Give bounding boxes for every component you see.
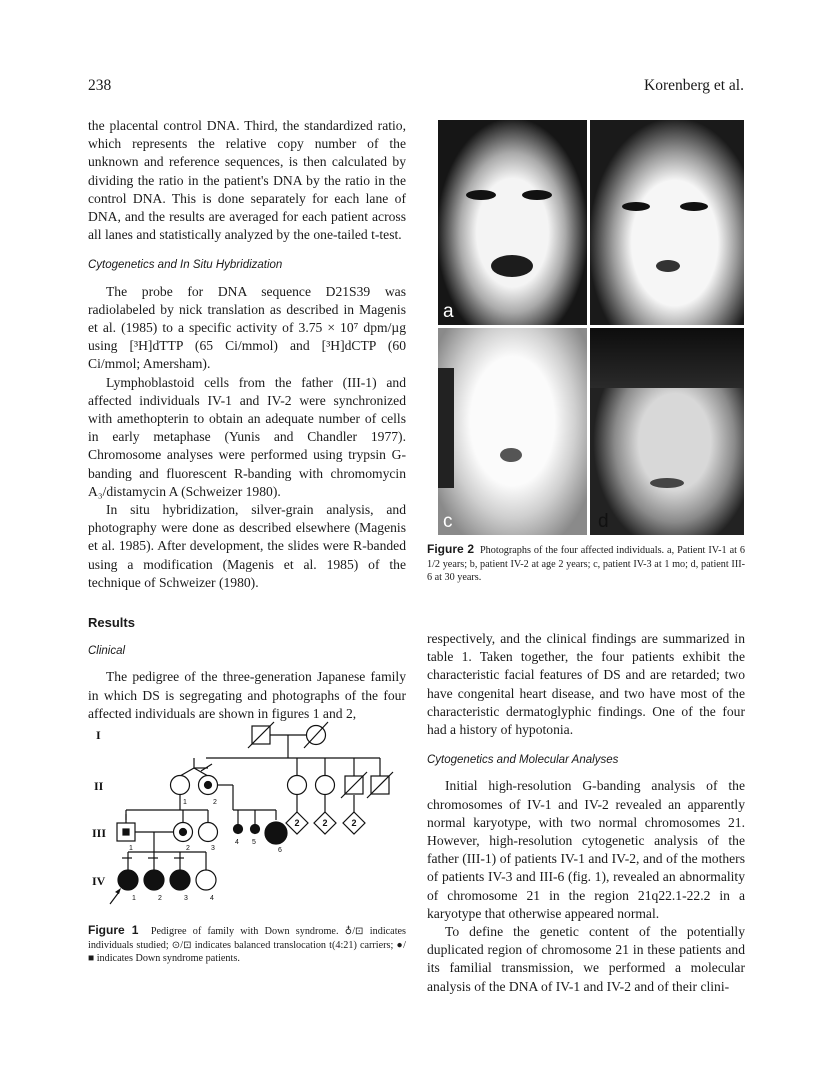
running-header-authors: Korenberg et al. — [644, 77, 744, 94]
individual-number: 2 — [158, 895, 162, 902]
individual-number: 2 — [213, 799, 217, 806]
sibship-count: 2 — [322, 818, 328, 828]
figure-label: Figure 2 — [427, 542, 475, 556]
panel-label: d — [598, 511, 609, 532]
panel-label: a — [443, 301, 454, 322]
individual-number: 4 — [210, 895, 214, 902]
individual-number: 4 — [235, 839, 239, 846]
paragraph: The pedigree of the three-generation Japanese family in which DS is segregating and photographs of the four affected individuals are shown in figures 1 and 2, — [88, 669, 406, 721]
right-column — [427, 630, 745, 996]
generation-label: I — [96, 728, 101, 742]
subsection-heading: Cytogenetics and Molecular Analyses — [427, 754, 619, 767]
individual-number: 1 — [183, 799, 187, 806]
panel-label: c — [443, 511, 453, 532]
subsection-heading: Clinical — [88, 645, 126, 658]
photo-panel-a — [438, 120, 587, 325]
sibship-count: 2 — [294, 818, 300, 828]
left-column — [88, 117, 406, 723]
paragraph: Initial high-resolution G-banding analysis of the chromosomes of IV-1 and IV-2 revealed an apparently normal karyotype, with two normal chromosomes 21. However, high-resolution cytogenetic analysis of the father (III-1) of patients IV-1 and IV-2, and of the mothers of patients IV-3 and III-6 (fig. 1), revealed an abnormality of chromosome 21 in the region 21q22.1-22.2 in a karyotype that otherwise appeared normal. — [427, 778, 745, 921]
photo-panel-d — [590, 328, 744, 535]
individual-number: 3 — [184, 895, 188, 902]
figure-2-photographs — [438, 120, 744, 535]
generation-label: IV — [92, 874, 106, 888]
sibship-count: 2 — [351, 818, 357, 828]
figure-2-caption — [427, 543, 745, 585]
figure-1-caption — [88, 924, 406, 966]
section-heading: Results — [88, 615, 135, 631]
caption-text: Photographs of the four affected individuals. a, Patient IV-1 at 6 1/2 years; b, patient IV-2 at age 2 years; c, patient IV-3 at 1 mo; d, patient III-6 at 30 years. — [427, 545, 745, 584]
figure-1-pedigree — [88, 712, 418, 922]
individual-number: 6 — [278, 847, 282, 854]
paragraph: In situ hybridization, silver-grain analysis, and photography were done as described elsewhere (Magenis et al. 1985). After development, the slides were R-banded using a modification (Magenis et al. 1985) of the technique of Schweizer (1980). — [88, 502, 406, 590]
subsection-heading: Cytogenetics and In Situ Hybridization — [88, 259, 283, 272]
individual-number: 1 — [129, 845, 133, 852]
generation-label: II — [94, 779, 104, 793]
paragraph: the placental control DNA. Third, the standardized ratio, which represents the relative copy number of the unknown and reference sequences, is then calculated by dividing the ratio in the patient's DNA by the ratio in the control DNA. This is done separately for each lane of DNA, and the results are averaged for each patient across all lanes and statistically analyzed by the one-tailed t-test. — [88, 118, 406, 243]
figure-label: Figure 1 — [88, 923, 139, 937]
caption-text: Pedigree of family with Down syndrome. ♁/⊡ indicates individuals studied; ⊙/⊡ indicates balanced translocation t(4:21) carriers; ●/■ indicates Down syndrome patients. — [88, 926, 407, 965]
paragraph: Lymphoblastoid cells from the father (III-1) and affected individuals IV-1 and IV-2 were synchronized with amethopterin to obtain an adequate number of cells in early metaphase (Yunis and Chandler 1977). Chromosome analyses were performed using trypsin G-banding and fluorescent R-banding with chromomycin A₃/distamycin A (Schweizer 1980). — [88, 374, 406, 499]
page-number: 238 — [88, 77, 112, 94]
photo-panel-b — [590, 120, 744, 325]
individual-number: 5 — [252, 839, 256, 846]
photo-panel-c — [438, 328, 587, 535]
individual-number: 2 — [186, 845, 190, 852]
individual-number: 3 — [211, 845, 215, 852]
paragraph: respectively, and the clinical findings are summarized in table 1. Taken together, the four patients exhibit the characteristic facial features of DS and are retarded; two have congenital heart disease, and two have most of the characteristic dermatoglyphic findings. One of the four had a history of hypotonia. — [427, 631, 745, 738]
individual-number: 1 — [132, 895, 136, 902]
paragraph: To define the genetic content of the potentially duplicated region of chromosome 21 in these patients and its familial transmission, we performed a molecular analysis of the DNA of IV-1 and IV-2 and of their clini- — [427, 924, 745, 994]
paragraph: The probe for DNA sequence D21S39 was radiolabeled by nick translation as described in Magenis et al. (1985) to a specific activity of 3.75 × 10⁷ dpm/µg using [³H]dTTP (65 Ci/mmol) and [³H]dCTP (60 Ci/mmol; Amersham). — [88, 283, 406, 372]
generation-label: III — [92, 826, 107, 840]
